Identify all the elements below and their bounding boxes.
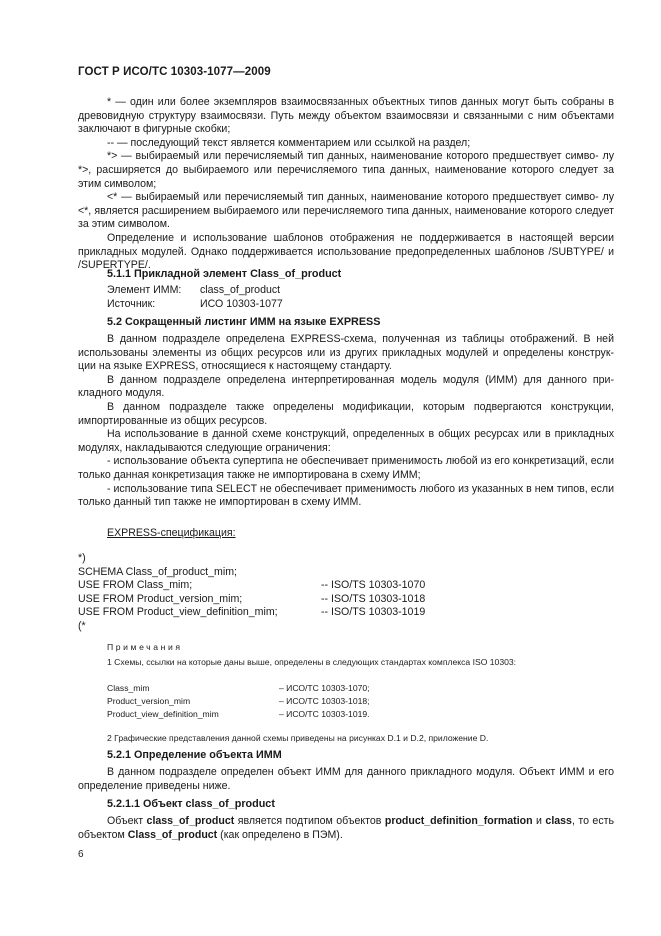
code-use-row xyxy=(78,579,426,593)
schema-reference-row xyxy=(107,695,370,708)
text-run: и xyxy=(532,815,546,827)
paragraph: В данном подразделе также определены модификации, которым подвергаются конструкции, импортированные из общих ресурсов. xyxy=(78,400,614,427)
paragraph: - использование типа SELECT не обеспечивает применимость любого из указанных в нем типов, если только данный тип также не импортирован в схему ИММ. xyxy=(78,482,614,509)
entity-name: class xyxy=(545,815,572,827)
use-reference: -- ISO/TS 10303-1019 xyxy=(321,606,426,619)
schema-standard: – ИСО/ТС 10303-1070; xyxy=(279,683,370,693)
mim-element-row xyxy=(107,284,283,298)
page-number: 6 xyxy=(78,849,84,860)
schema-name: Product_version_mim xyxy=(107,695,191,706)
symbol-definitions xyxy=(78,96,614,273)
section-heading-5-1-1: 5.1.1 Прикладной элемент Class_of_product xyxy=(107,268,342,280)
paragraph: - использование объекта супертипа не обеспечивает применимость любой из его конкретизаций, если только данная конкретизация также не импортирована в схему ИММ; xyxy=(78,455,614,481)
schema-standard: – ИСО/ТС 10303-1018; xyxy=(279,695,370,706)
use-reference: -- ISO/TS 10303-1070 xyxy=(321,579,426,592)
source-row xyxy=(107,298,283,312)
note-2: 2 Графические представления данной схемы приведены на рисунках D.1 и D.2, приложение D. xyxy=(107,733,489,743)
paragraph xyxy=(78,815,614,842)
code-open: *) xyxy=(78,552,86,564)
code-schema: SCHEMA Class_of_product_mim; xyxy=(78,565,237,578)
schema-standard: – ИСО/ТС 10303-1019. xyxy=(279,708,370,719)
use-statement: USE FROM Class_mim; xyxy=(78,579,193,592)
intro-item: * — один или более экземпляров взаимосвязанных объектных типов данных могут быть собраны в древовидную структуру взаимосвязи. Путь между объектом взаимосвязи и связанными с ним объектами заключают в фигурные скобки; xyxy=(78,96,614,136)
code-use-row xyxy=(78,592,426,607)
document-header: ГОСТ Р ИСО/ТС 10303-1077—2009 xyxy=(78,66,271,78)
express-spec-label: EXPRESS-спецификация: xyxy=(107,527,236,539)
paragraph: В данном подразделе определен объект ИММ для данного прикладного модуля. Объект ИММ и его определение приведены ниже. xyxy=(78,766,614,792)
notes-title: Примечания xyxy=(107,642,183,652)
intro-item: Определение и использование шаблонов отображения не поддерживается в настоящей версии прикладных модулей. Однако поддерживается использование предопределенных шаблонов /SUBTYPE/ и /SUPERTYPE/. xyxy=(78,231,614,272)
schema-reference-row xyxy=(107,682,370,695)
use-reference: -- ISO/TS 10303-1018 xyxy=(321,592,426,605)
entity-name: product_definition_formation xyxy=(384,815,533,827)
text-run: , то есть объектом xyxy=(78,815,614,841)
row-value: class_of_product xyxy=(200,284,281,296)
code-use-row xyxy=(78,606,426,620)
section-5-2-body xyxy=(78,333,614,510)
section-heading-5-2-1-1: 5.2.1.1 Объект class_of_product xyxy=(107,798,275,810)
row-key: Элемент ИММ: xyxy=(107,284,182,296)
row-key: Источник: xyxy=(107,297,156,310)
mim-element-table xyxy=(107,284,283,311)
use-statement: USE FROM Product_version_mim; xyxy=(78,592,243,605)
express-code-block xyxy=(78,552,426,634)
schema-name: Class_mim xyxy=(107,683,150,693)
code-close: (* xyxy=(78,619,86,632)
entity-name: Class_of_product xyxy=(127,828,218,841)
schema-name: Product_view_definition_mim xyxy=(107,708,219,719)
text-run: Объект xyxy=(107,815,147,827)
paragraph: На использование в данной схеме конструкций, определенных в общих ресурсах или в прикладных модулях, накладываются следующие ограничения: xyxy=(78,428,614,454)
text-run: (как определено в ПЭМ). xyxy=(217,828,343,841)
use-statement: USE FROM Product_view_definition_mim; xyxy=(78,606,278,619)
section-5-2-1-1-body xyxy=(78,815,614,842)
text-run: является подтипом объектов xyxy=(234,815,385,827)
entity-name: class_of_product xyxy=(146,815,235,827)
note-1: 1 Схемы, ссылки на которые даны выше, определены в следующих стандартах комплекса ISO 10303: xyxy=(107,657,517,667)
intro-item: <* — выбираемый или перечисляемый тип данных, наименование которого предшествует симво- лу <*, является расширением выбираемого или перечисляемого типа данных, наименование которого следует за этим символом. xyxy=(78,191,614,231)
section-heading-5-2: 5.2 Сокращенный листинг ИММ на языке EXPRESS xyxy=(107,316,381,328)
intro-item: *> — выбираемый или перечисляемый тип данных, наименование которого предшествует симво- лу *>, расширяется до выбираемого или перечисляемого типа данных, наименование которого следует за этим символом; xyxy=(78,150,614,190)
schema-reference-list xyxy=(107,682,370,720)
row-value: ИСО 10303-1077 xyxy=(200,297,283,310)
intro-item: -- — последующий текст является комментарием или ссылкой на раздел; xyxy=(107,136,471,149)
section-heading-5-2-1: 5.2.1 Определение объекта ИММ xyxy=(107,749,282,761)
schema-reference-row xyxy=(107,708,370,721)
paragraph: В данном подразделе определена интерпретированная модель модуля (ИММ) для данного при- кладного модуля. xyxy=(78,373,614,400)
paragraph: В данном подразделе определена EXPRESS-схема, полученная из таблицы отображений. В ней использованы элементы из общих ресурсов или из других прикладных модулей и определены конструк- ции на языке EXPRESS, относящиеся к настоящему стандарту. xyxy=(78,333,614,373)
section-5-2-1-body xyxy=(78,766,614,793)
